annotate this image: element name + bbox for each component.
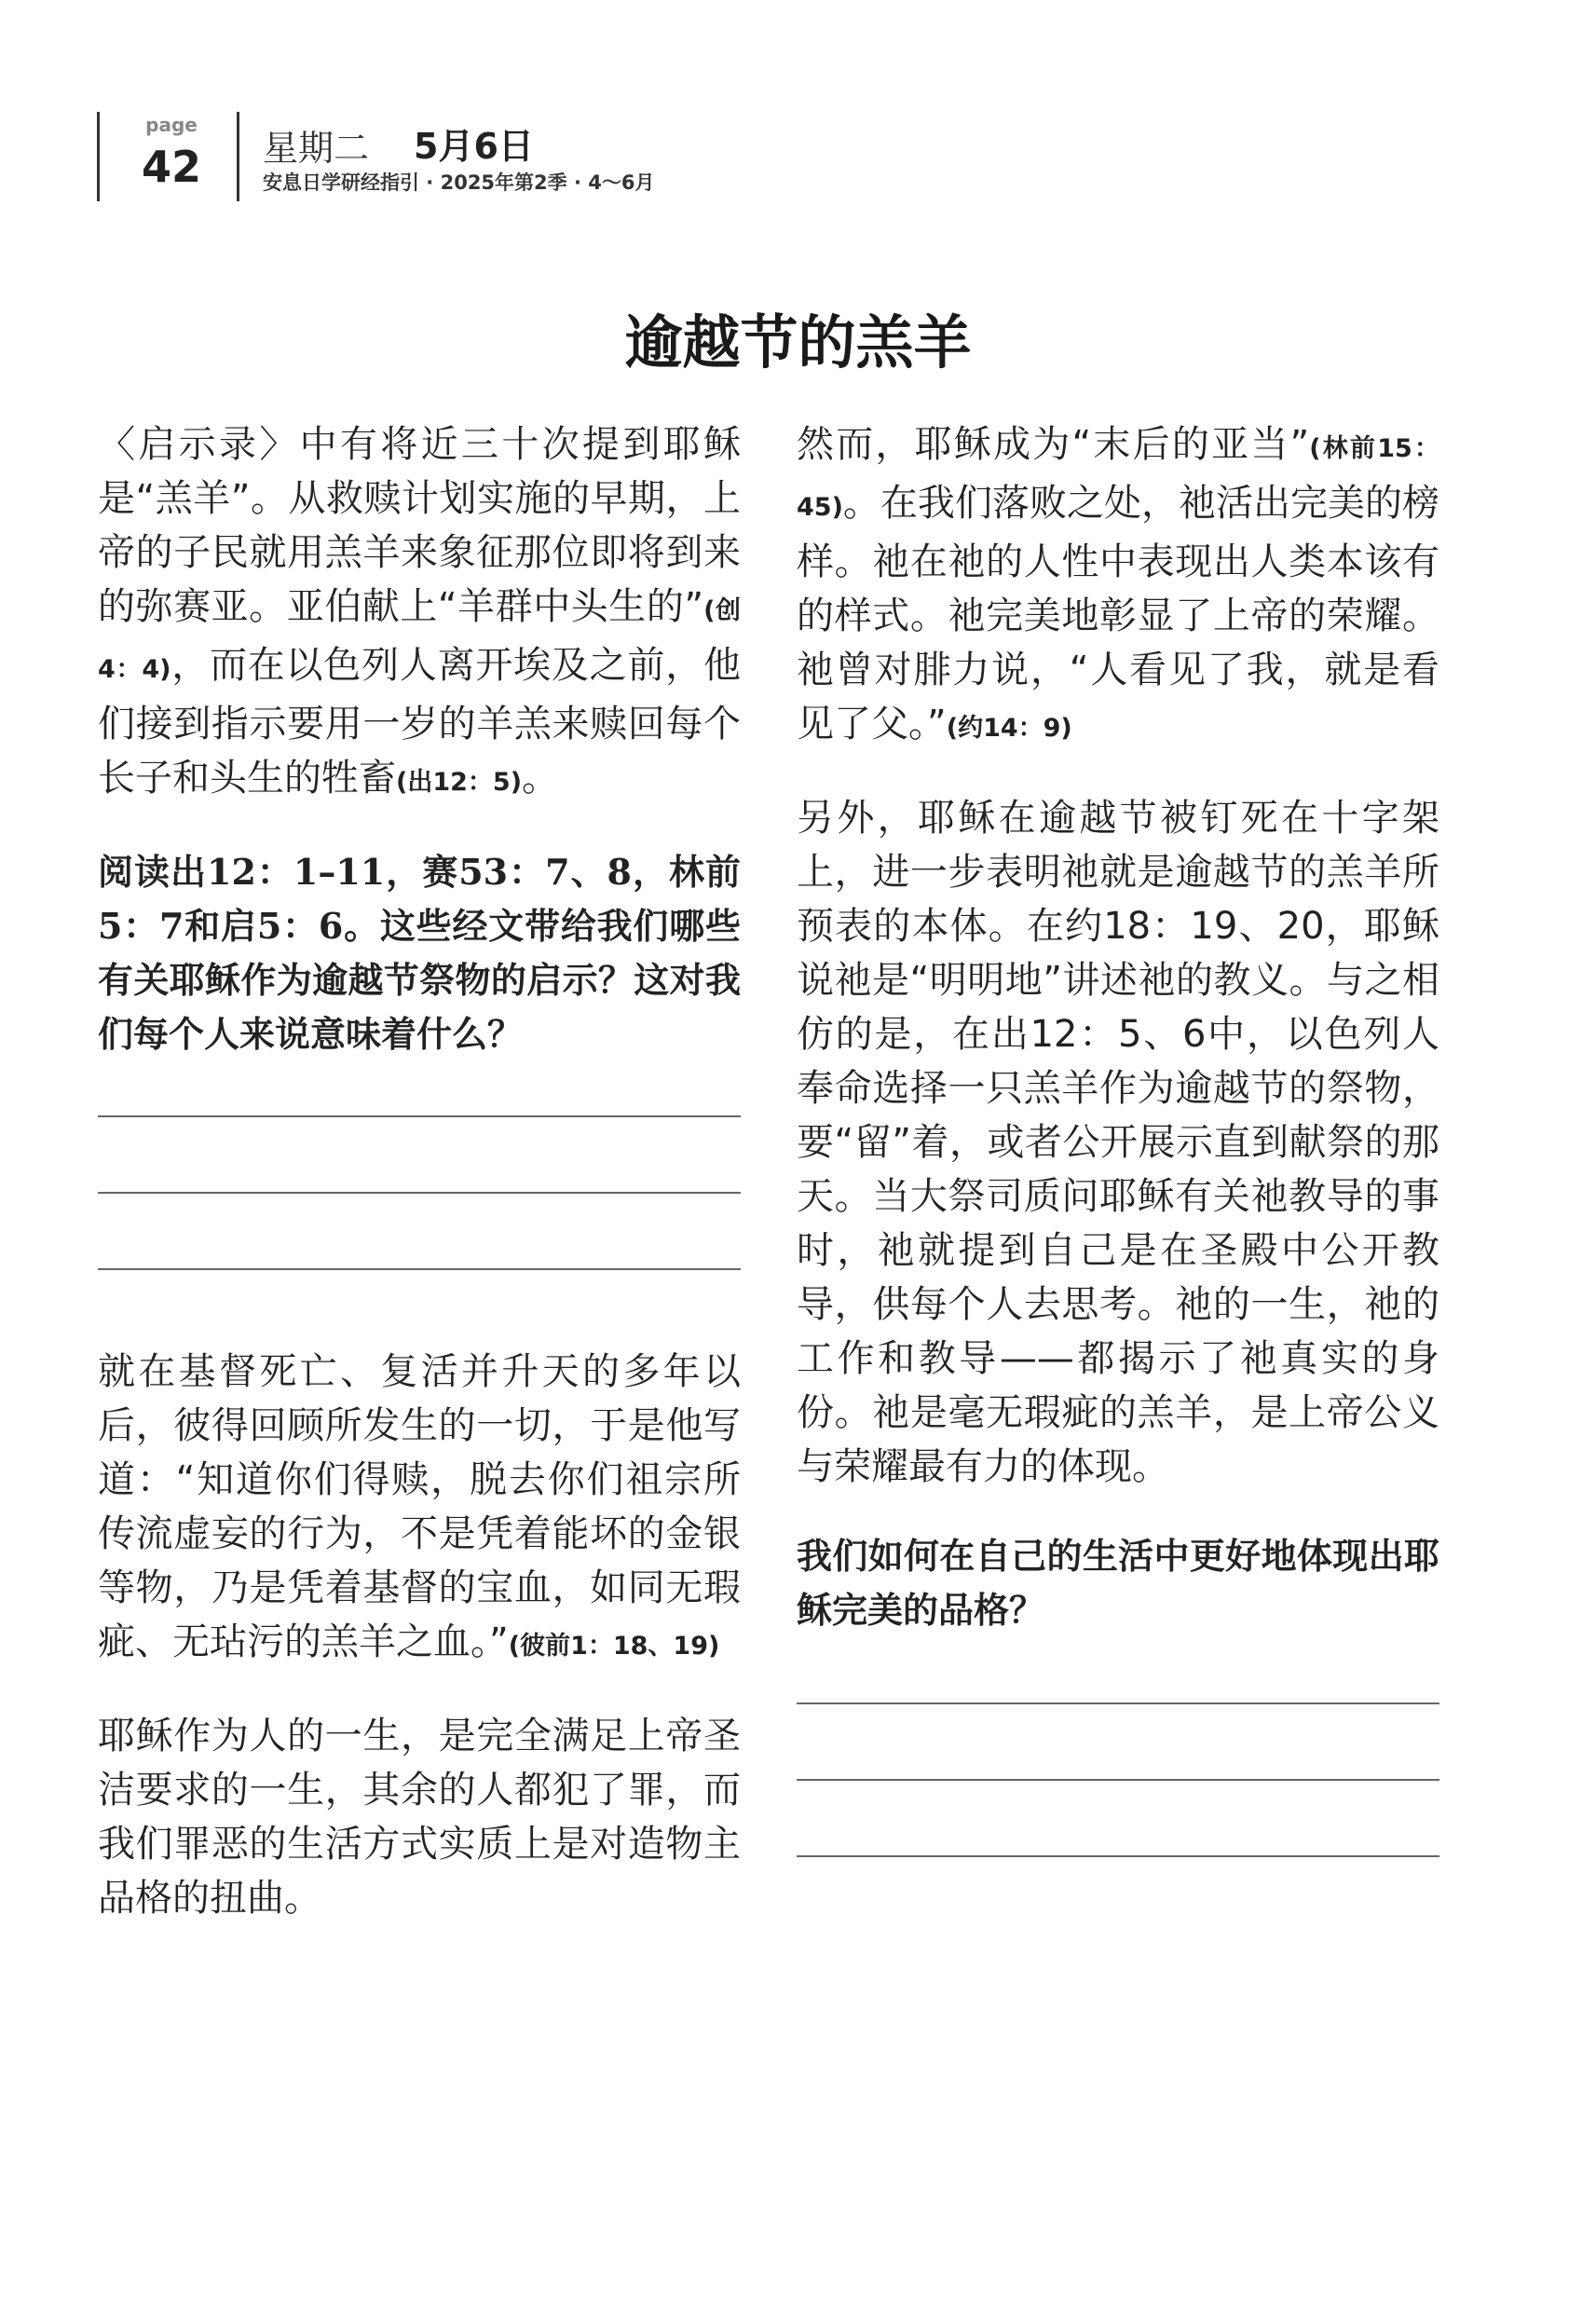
page-number: 42 bbox=[141, 142, 201, 192]
paragraph: 然而，耶稣成为“末后的亚当”(林前15：45)。在我们落败之处，祂活出完美的榜样。祂在祂的人性中表现出人类本该有的样式。祂完美地彰显了上帝的荣耀。祂曾对腓力说，“人看见了我，就是看见了父。”(约14：9) bbox=[797, 423, 1439, 745]
page-label: page bbox=[145, 114, 198, 136]
scripture-reference: (创4：4) bbox=[98, 596, 741, 684]
scripture-reference: (林前15：45) bbox=[797, 434, 1439, 522]
page-header bbox=[97, 112, 935, 201]
header-divider bbox=[237, 112, 239, 201]
left-column bbox=[98, 417, 741, 1961]
paragraph: 耶稣作为人的一生，是完全满足上帝圣洁要求的一生，其余的人都犯了罪，而我们罪恶的生活方式实质上是对造物主品格的扭曲。 bbox=[98, 1715, 741, 1920]
header-divider bbox=[97, 112, 100, 201]
paragraph: 另外，耶稣在逾越节被钉死在十字架上，进一步表明祂就是逾越节的羔羊所预表的本体。在约18：19、20，耶稣说祂是“明明地”讲述祂的教义。与之相仿的是，在出12：5、6中，以色列人奉命选择一只羔羊作为逾越节的祭物，要“留”着，或者公开展示直到献祭的那天。当大祭司质问耶稣有关祂教导的事时，祂就提到自己是在圣殿中公开教导，供每个人去思考。祂的一生，祂的工作和教导——都揭示了祂真实的身份。祂是毫无瑕疵的羔羊，是上帝公义与荣耀最有力的体现。 bbox=[797, 797, 1439, 1488]
right-column bbox=[797, 417, 1439, 1932]
weekday: 星期二 bbox=[263, 128, 370, 169]
answer-line[interactable] bbox=[98, 1192, 741, 1194]
scripture-reference: (彼前1：18、19) bbox=[508, 1632, 720, 1661]
answer-lines bbox=[98, 1115, 741, 1270]
answer-line[interactable] bbox=[98, 1268, 741, 1270]
series-title: 安息日学研经指引 · 2025年第2季 · 4～6月 bbox=[263, 171, 655, 194]
paragraph: 就在基督死亡、复活并升天的多年以后，彼得回顾所发生的一切，于是他写道：“知道你们得赎，脱去你们祖宗所传流虚妄的行为，不是凭着能坏的金银等物，乃是凭着基督的宝血，如同无瑕疵、无玷污的羔羊之血。”(彼前1：18、19) bbox=[98, 1350, 741, 1663]
study-question: 阅读出12：1–11，赛53：7、8，林前5：7和启5：6。这些经文带给我们哪些有关耶稣作为逾越节祭物的启示？这对我们每个人来说意味着什么？ bbox=[98, 851, 741, 1055]
paragraph: 〈启示录〉中有将近三十次提到耶稣是“羔羊”。从救赎计划实施的早期，上帝的子民就用羔羊来象征那位即将到来的弥赛亚。亚伯献上“羊群中头生的”(创4：4)，而在以色列人离开埃及之前，他们接到指示要用一岁的羊羔来赎回每个长子和头生的牲畜(出12：5)。 bbox=[98, 423, 741, 800]
lesson-title: 逾越节的羔羊 bbox=[624, 308, 972, 376]
answer-lines bbox=[797, 1702, 1439, 1857]
answer-line[interactable] bbox=[797, 1779, 1439, 1781]
answer-line[interactable] bbox=[797, 1855, 1439, 1857]
date: 5月6日 bbox=[414, 126, 534, 167]
reflection-question: 我们如何在自己的生活中更好地体现出耶稣完美的品格？ bbox=[797, 1535, 1439, 1631]
scripture-reference: (约14：9) bbox=[946, 714, 1072, 743]
answer-line[interactable] bbox=[797, 1702, 1439, 1704]
scripture-reference: (出12：5) bbox=[396, 768, 523, 797]
answer-line[interactable] bbox=[98, 1115, 741, 1117]
